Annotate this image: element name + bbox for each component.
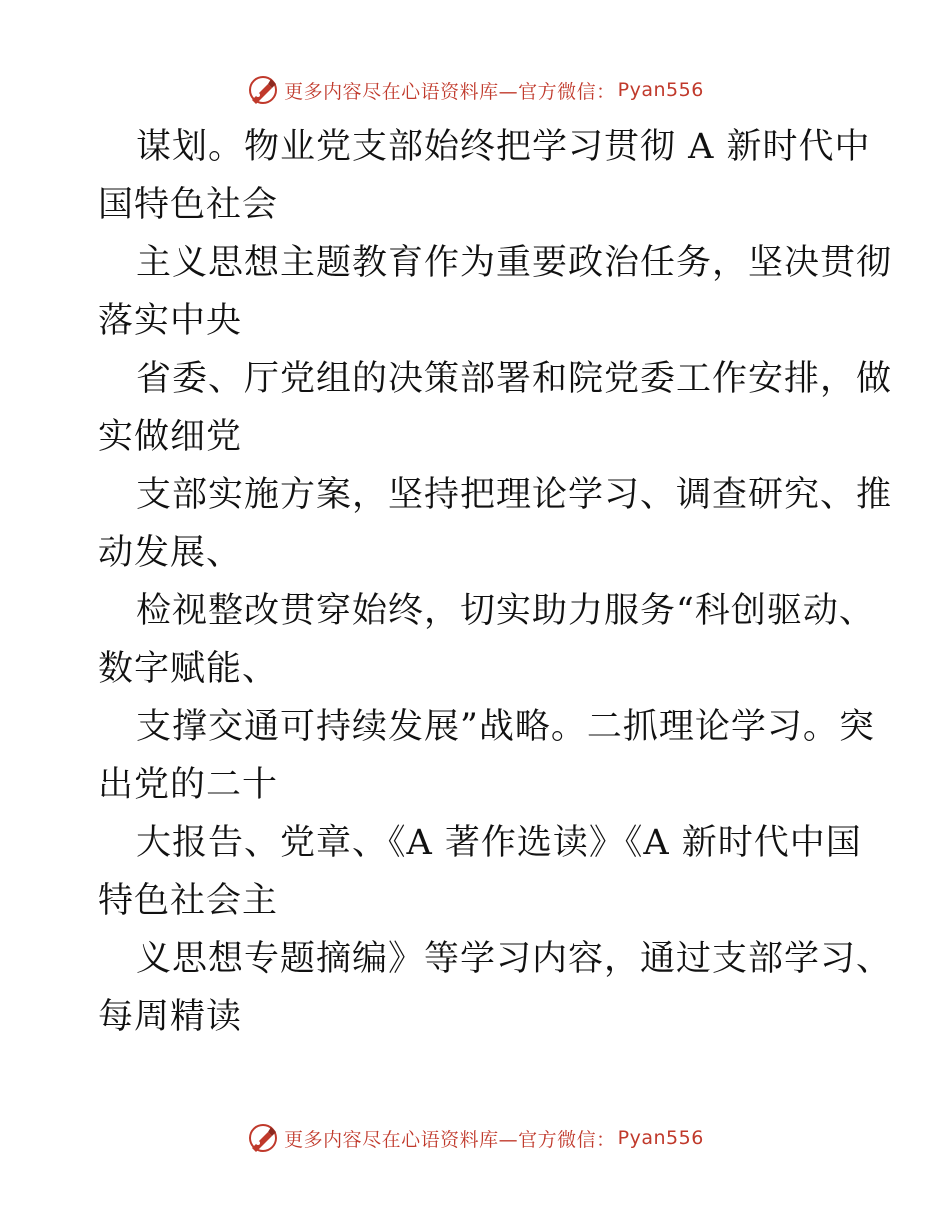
text-line: 大报告、党章、《A 著作选读》《A 新时代中国 bbox=[136, 823, 862, 863]
text-line: 数字赋能、 bbox=[98, 649, 279, 689]
text-line: 省委、厅党组的决策部署和院党委工作安排，做 bbox=[136, 359, 893, 399]
text-line: 支部实施方案，坚持把理论学习、调查研究、推 bbox=[136, 475, 893, 515]
text-line: 出党的二十 bbox=[98, 765, 279, 805]
document-body bbox=[98, 118, 893, 1046]
footer-banner bbox=[0, 1118, 950, 1158]
header-banner bbox=[0, 70, 950, 110]
pen-logo-icon bbox=[246, 1121, 280, 1155]
banner-text: 更多内容尽在心语资料库—官方微信： bbox=[284, 1128, 616, 1151]
text-line: 落实中央 bbox=[98, 301, 243, 341]
text-line: 国特色社会 bbox=[98, 185, 279, 225]
text-line: 每周精读 bbox=[98, 997, 243, 1037]
text-line: 动发展、 bbox=[98, 533, 243, 573]
banner-text: 更多内容尽在心语资料库—官方微信： bbox=[284, 80, 616, 103]
text-line: 主义思想主题教育作为重要政治任务，坚决贯彻 bbox=[136, 243, 893, 283]
wechat-id: Pyan556 bbox=[617, 79, 704, 101]
text-line: 实做细党 bbox=[98, 417, 243, 457]
text-line: 特色社会主 bbox=[98, 881, 279, 921]
text-line: 义思想专题摘编》等学习内容，通过支部学习、 bbox=[136, 939, 893, 979]
text-line: 谋划。物业党支部始终把学习贯彻 A 新时代中 bbox=[136, 127, 871, 167]
text-line: 检视整改贯穿始终，切实助力服务“科创驱动、 bbox=[136, 591, 875, 631]
wechat-id: Pyan556 bbox=[617, 1127, 704, 1149]
pen-logo-icon bbox=[246, 73, 280, 107]
text-line: 支撑交通可持续发展”战略。二抓理论学习。突 bbox=[136, 707, 875, 747]
